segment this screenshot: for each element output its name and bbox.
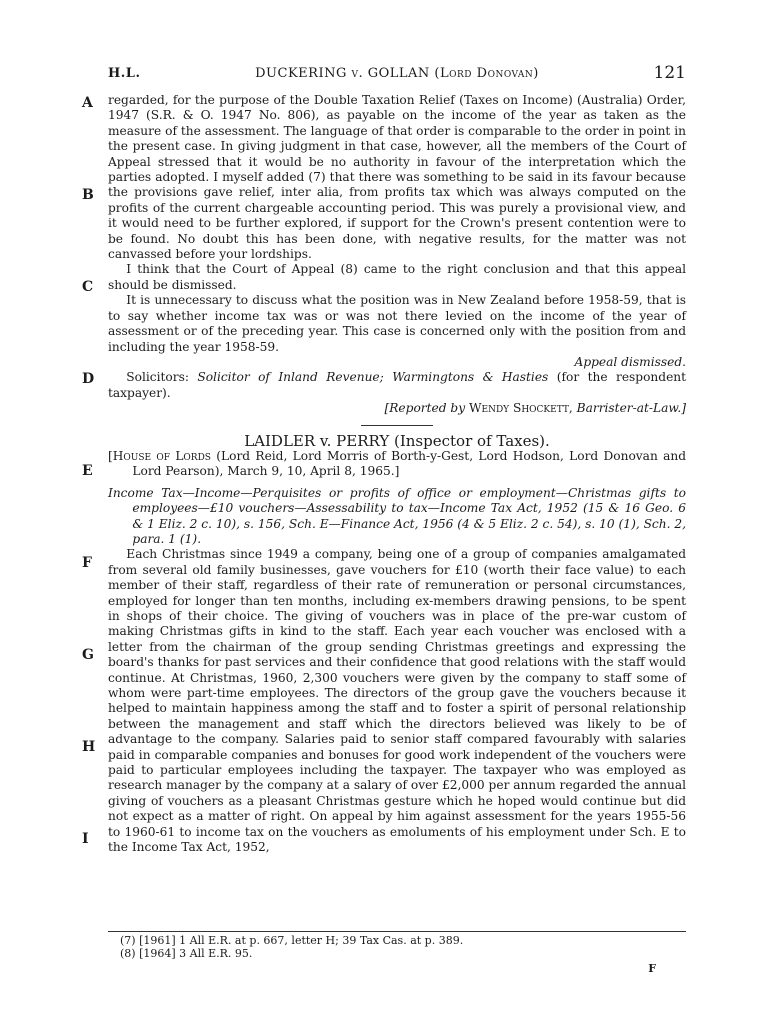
margin-letter-d: D bbox=[82, 371, 95, 387]
paragraph-conclusion: I think that the Court of Appeal (8) came to the right conclusion and that this appeal should be dismissed. bbox=[108, 262, 686, 292]
paragraph-double-taxation: regarded, for the purpose of the Double Taxation Relief (Taxes on Income) (Australia) Order, 1947 (S.R. & O. 1947 No. 806), as payable on the income of the year as taken as the measure of the assessment. The language of that order is comparable to the order in point in the present case. In giving judgment in that case, however, all the members of the Court of Appeal stressed that it would be no authority in favour of the interpretation which the parties adopted. I myself added (7) that there was something to be said in its favour because the provisions gave relief, inter alia, from profits tax which was always computed on the profits of the current chargeable accounting period. This was purely a provisional view, and it would need to be further explored, if support for the Crown's present contention were to be found. No doubt this has been done, with negative results, for the matter was not canvassed before your lordships. bbox=[108, 93, 686, 262]
court-bracket: [ bbox=[108, 448, 113, 463]
solicitors-line bbox=[108, 370, 686, 401]
page-number: 121 bbox=[653, 63, 686, 83]
solicitor-for-appellant: Solicitor of Inland Revenue; bbox=[197, 370, 384, 385]
margin-letter-h: H bbox=[82, 739, 96, 755]
paragraph-new-zealand: It is unnecessary to discuss what the position was in New Zealand before 1958-59, that is to say whether income tax was or was not there levied on the income of the year of assessment or of the preceding year. This case is concerned only with the position from and including the year 1958-59. bbox=[108, 293, 686, 354]
case-title: LAIDLER v. PERRY (Inspector of Taxes). bbox=[244, 431, 550, 450]
footnote-7: (7) [1961] 1 All E.R. at p. 667, letter H; 39 Tax Cas. at p. 389. bbox=[120, 934, 464, 947]
footnotes bbox=[108, 931, 686, 960]
reporter-name: Wendy Shockett, bbox=[468, 401, 573, 416]
appeal-dismissed: Appeal dismissed. bbox=[574, 354, 686, 369]
section-divider bbox=[361, 425, 433, 426]
running-title: DUCKERING v. GOLLAN (Lord Donovan) bbox=[255, 66, 539, 81]
running-header bbox=[108, 63, 686, 86]
solicitor-for-respondent: Warmingtons & Hasties bbox=[392, 370, 549, 385]
court-details: (Lord Reid, Lord Morris of Borth-y-Gest, Lord Hodson, Lord Donovan and Lord Pearson), March 9, 10, April 8, 1965.] bbox=[132, 448, 687, 479]
solicitors-label: Solicitors: bbox=[126, 370, 189, 385]
court-abbreviation: H.L. bbox=[108, 66, 141, 81]
headnote-facts: Each Christmas since 1949 a company, being one of a group of companies amalgamated from several old family businesses, gave vouchers for £10 (worth their face value) to each member of their staff, regardless of their rate of remuneration or personal circumstances, employed for longer than ten months, including ex-members drawing pensions, to be spent in shops of their choice. The giving of vouchers was in place of the pre-war custom of making Christmas gifts in kind to the staff. Each year each voucher was enclosed with a letter from the chairman of the group sending Christmas greetings and expressing the board's thanks for past services and their confidence that good relations with the staff would continue. At Christmas, 1960, 2,300 vouchers were given by the company to staff some of whom were part-time employees. The directors of the group gave the vouchers because it helped to maintain happiness among the staff and to foster a spirit of personal relationship between the management and staff which the directors believed was likely to be of advantage to the company. Salaries paid to senior staff compared favourably with salaries paid in comparable companies and bonuses for good work independent of the vouchers were paid to particular employees including the taxpayer. The taxpayer who was employed as research manager by the company at a salary of over £2,000 per annum regarded the annual giving of vouchers as a pleasant Christmas gesture which he hoped would continue but did not expect as a matter of right. On appeal by him against assessment for the years 1955-56 to 1960-61 to income tax on the vouchers as emoluments of his employment under Sch. E to the Income Tax Act, 1952, bbox=[108, 547, 686, 855]
headnote-catchwords: Income Tax—Income—Perquisites or profits of office or employment—Christmas gifts to employees—£10 vouchers—Assessability to tax—Income Tax Act, 1952 (15 & 16 Geo. 6 & 1 Eliz. 2 c. 10), s. 156, Sch. E—Finance Act, 1956 (4 & 5 Eliz. 2 c. 54), s. 10 (1), Sch. 2, para. 1 (1). bbox=[108, 485, 686, 546]
margin-letter-b: B bbox=[82, 187, 94, 203]
reporter-title: Barrister-at-Law.] bbox=[576, 401, 686, 416]
margin-letter-g: G bbox=[82, 647, 94, 663]
margin-letter-i: I bbox=[82, 831, 89, 847]
margin-letter-a: A bbox=[82, 95, 93, 111]
margin-letter-f: F bbox=[82, 555, 92, 571]
court-name: House of Lords bbox=[112, 448, 211, 463]
margin-letter-e: E bbox=[82, 463, 93, 479]
footnote-8: (8) [1964] 3 All E.R. 95. bbox=[120, 947, 253, 960]
solicitors-note: (for the respondent taxpayer). bbox=[108, 370, 687, 400]
court-coram bbox=[108, 449, 686, 480]
reported-by: [Reported by bbox=[384, 401, 466, 416]
printer-signature-mark: F bbox=[648, 962, 656, 975]
body-text bbox=[108, 93, 686, 856]
margin-letter-c: C bbox=[82, 279, 94, 295]
reporter-line bbox=[108, 401, 686, 416]
